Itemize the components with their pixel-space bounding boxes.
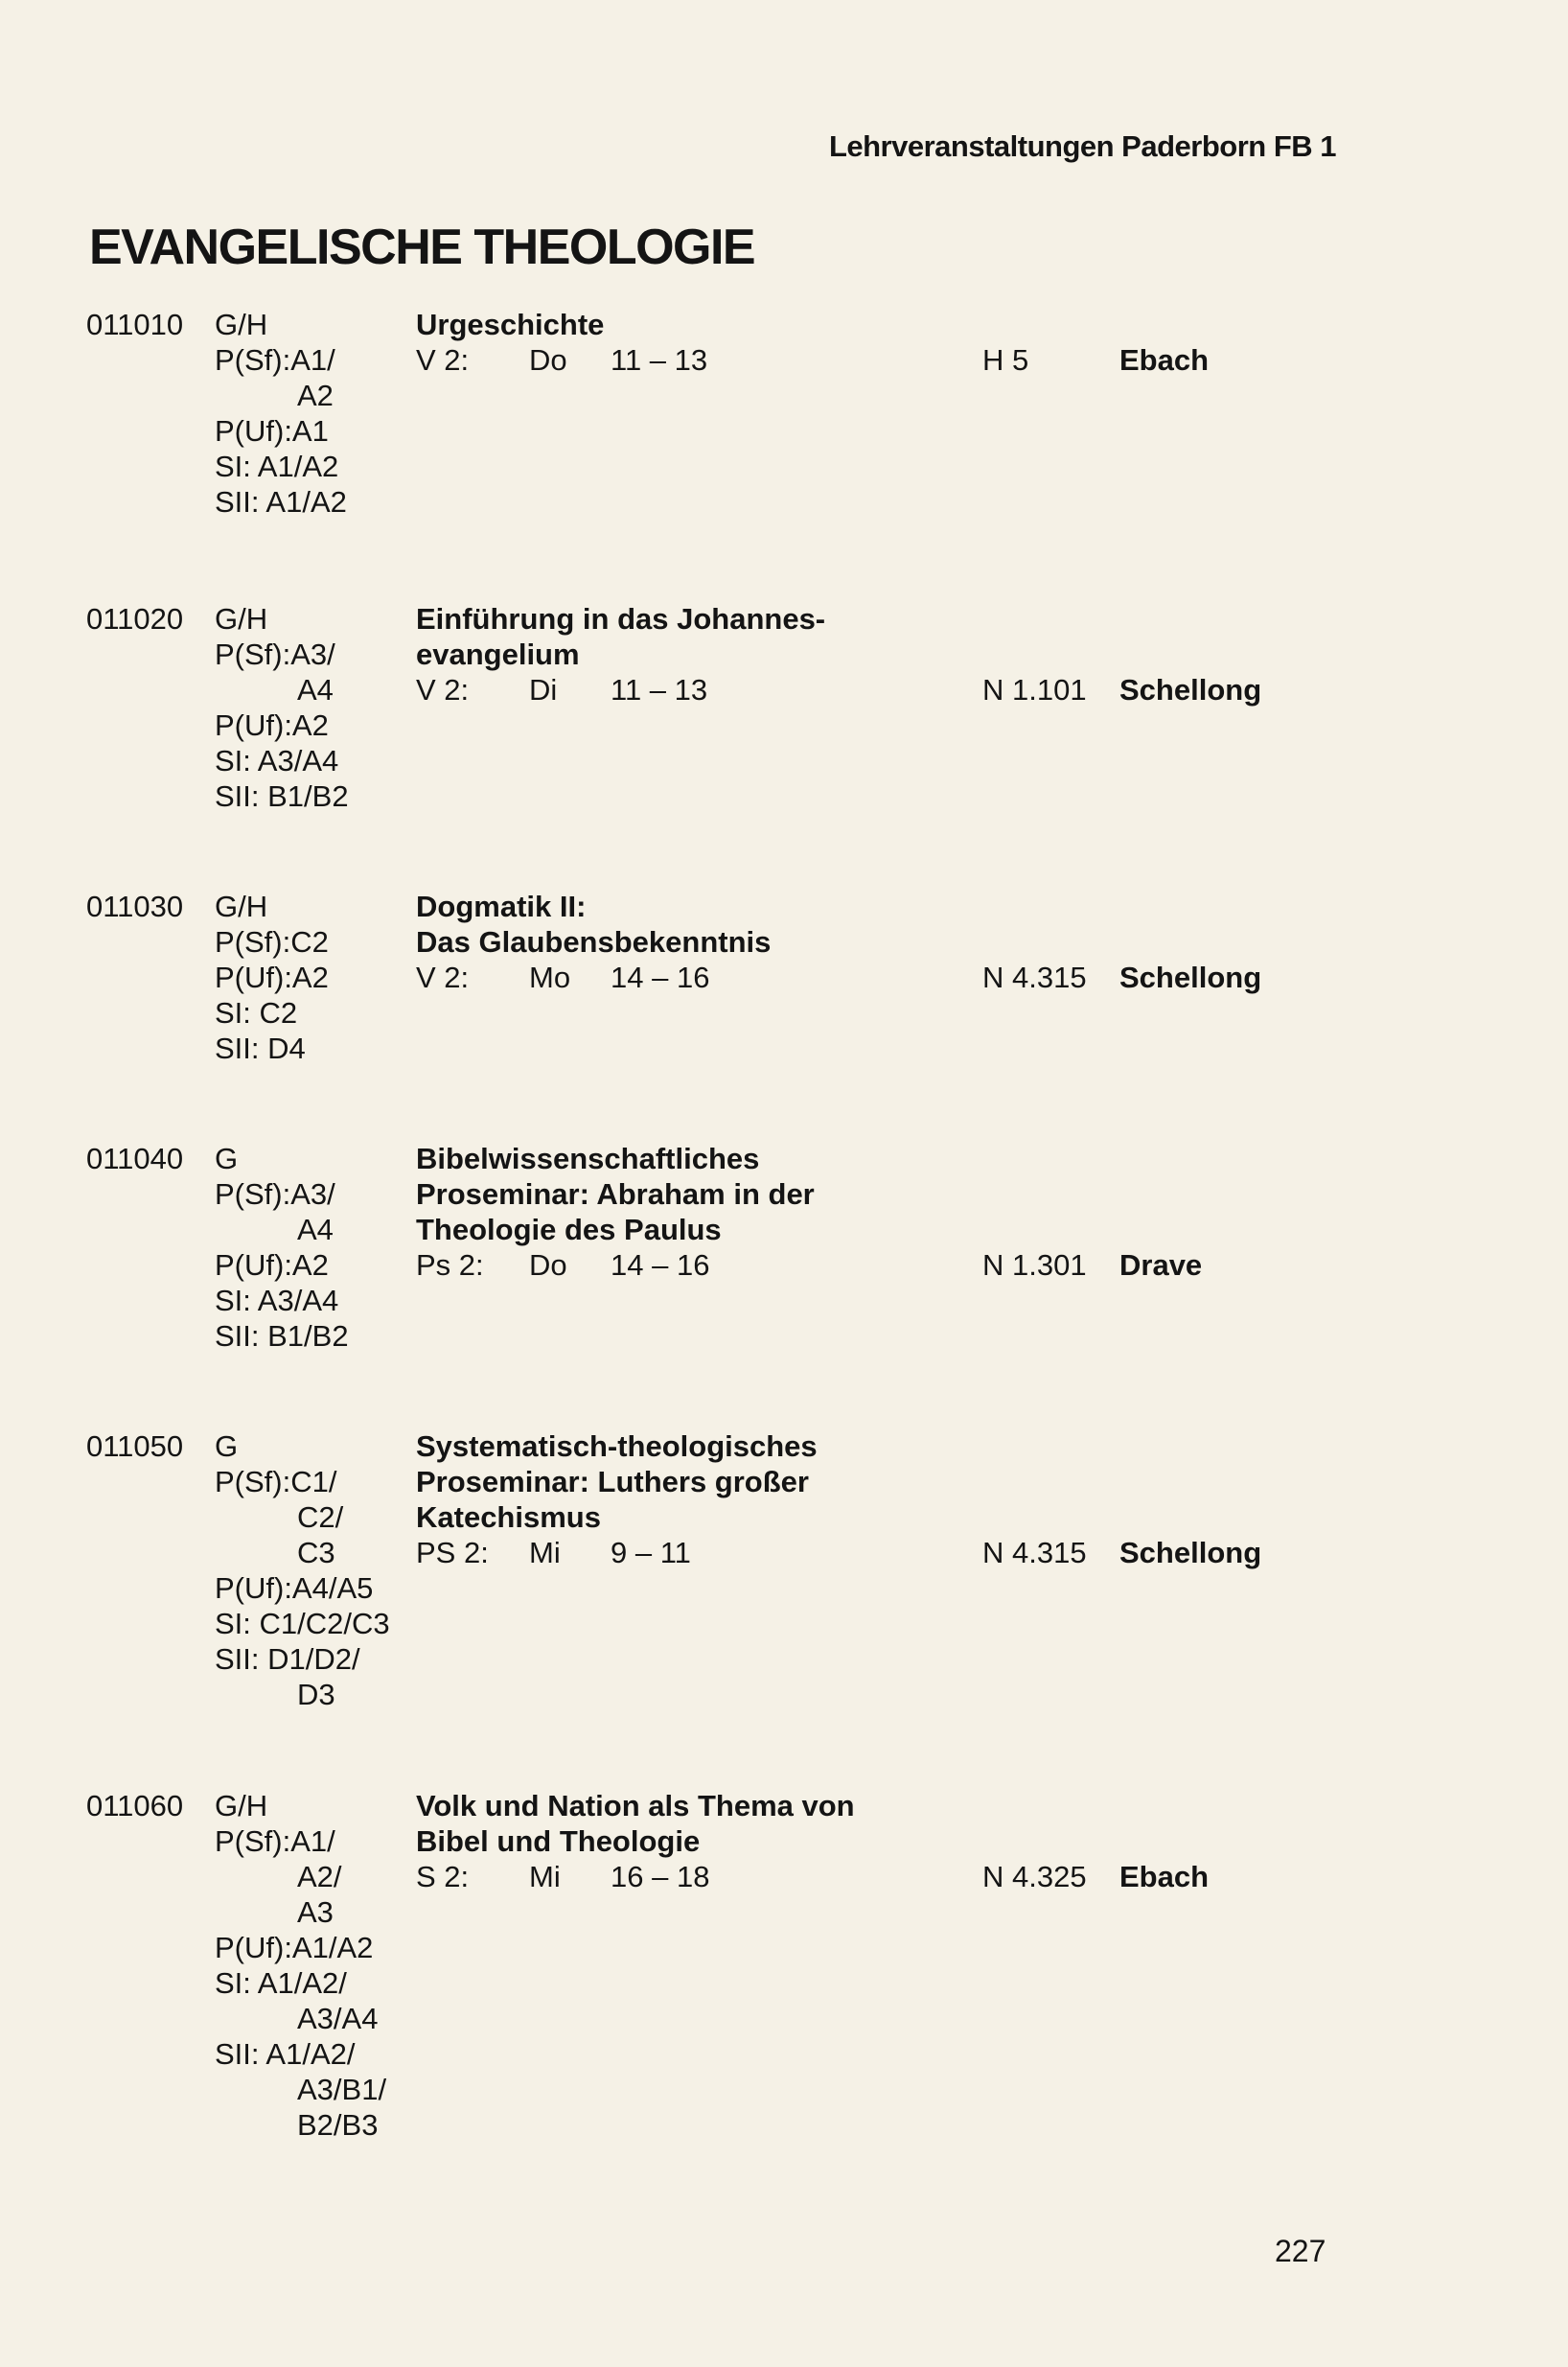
course-code: A3 <box>297 1895 334 1929</box>
schedule-day: Mi <box>529 1860 561 1893</box>
course-code: P(Sf):C1/ <box>215 1465 337 1498</box>
course-type: G/H <box>215 1789 268 1822</box>
schedule-kind: PS 2: <box>416 1536 489 1569</box>
course-number: 011030 <box>86 890 184 923</box>
lecturer: Drave <box>1119 1248 1203 1282</box>
schedule-time: 9 – 11 <box>611 1536 691 1569</box>
schedule-kind: Ps 2: <box>416 1248 484 1282</box>
course-number: 011020 <box>86 602 184 636</box>
course-code: P(Sf):C2 <box>215 925 329 959</box>
course-title: Katechismus <box>416 1500 601 1534</box>
course-title: Dogmatik II: <box>416 890 587 923</box>
course-code: P(Uf):A1 <box>215 414 329 448</box>
course-code: SI: A1/A2/ <box>215 1966 347 2000</box>
course-code: B2/B3 <box>297 2108 379 2142</box>
course-title: Systematisch-theologisches <box>416 1429 818 1463</box>
course-code: A3/A4 <box>297 2002 379 2035</box>
lecturer: Ebach <box>1119 1860 1210 1893</box>
course-title: Bibel und Theologie <box>416 1824 701 1858</box>
course-code: P(Uf):A2 <box>215 961 329 994</box>
course-code: P(Sf):A1/ <box>215 1824 335 1858</box>
schedule-kind: V 2: <box>416 961 470 994</box>
course-number: 011010 <box>86 308 184 341</box>
course-code: SII: D4 <box>215 1032 306 1065</box>
room: H 5 <box>982 343 1029 377</box>
schedule-time: 11 – 13 <box>611 673 708 707</box>
course-title: Einführung in das Johannes- <box>416 602 826 636</box>
course-code: SI: A3/A4 <box>215 744 339 777</box>
course-title: Das Glaubensbekenntnis <box>416 925 772 959</box>
schedule-day: Di <box>529 673 558 707</box>
running-head: Lehrveranstaltungen Paderborn FB 1 <box>828 129 1336 163</box>
schedule-kind: V 2: <box>416 673 470 707</box>
section-title: EVANGELISCHE THEOLOGIE <box>89 220 755 275</box>
room: N 4.315 <box>982 961 1087 994</box>
room: N 1.301 <box>982 1248 1087 1282</box>
course-code: P(Uf):A1/A2 <box>215 1931 374 1964</box>
lecturer: Ebach <box>1119 343 1210 377</box>
course-title: Urgeschichte <box>416 308 605 341</box>
course-title: Proseminar: Luthers großer <box>416 1465 809 1498</box>
lecturer: Schellong <box>1119 1536 1262 1569</box>
page-number: 227 <box>1275 2234 1326 2268</box>
course-title: Proseminar: Abraham in der <box>416 1177 815 1211</box>
course-title: Bibelwissenschaftliches <box>416 1142 760 1175</box>
schedule-kind: V 2: <box>416 343 470 377</box>
schedule-day: Do <box>529 343 567 377</box>
course-code: A4 <box>297 673 334 707</box>
room: N 4.325 <box>982 1860 1087 1893</box>
course-code: P(Sf):A3/ <box>215 1177 335 1211</box>
lecturer: Schellong <box>1119 673 1262 707</box>
course-code: SI: A3/A4 <box>215 1284 339 1317</box>
course-code: SII: B1/B2 <box>215 1319 349 1353</box>
course-type: G/H <box>215 308 268 341</box>
course-code: P(Uf):A2 <box>215 708 329 742</box>
course-code: SI: A1/A2 <box>215 450 339 483</box>
schedule-time: 14 – 16 <box>611 1248 710 1282</box>
course-code: P(Sf):A1/ <box>215 343 335 377</box>
room: N 1.101 <box>982 673 1087 707</box>
schedule-day: Mo <box>529 961 571 994</box>
room: N 4.315 <box>982 1536 1087 1569</box>
course-code: P(Uf):A2 <box>215 1248 329 1282</box>
course-type: G/H <box>215 890 268 923</box>
course-type: G <box>215 1429 239 1463</box>
schedule-time: 11 – 13 <box>611 343 708 377</box>
course-number: 011060 <box>86 1789 184 1822</box>
schedule-time: 16 – 18 <box>611 1860 710 1893</box>
course-title: Theologie des Paulus <box>416 1213 722 1246</box>
schedule-day: Do <box>529 1248 567 1282</box>
course-code: P(Sf):A3/ <box>215 638 335 671</box>
course-code: C2/ <box>297 1500 344 1534</box>
course-code: SII: B1/B2 <box>215 779 349 813</box>
schedule-kind: S 2: <box>416 1860 470 1893</box>
schedule-time: 14 – 16 <box>611 961 710 994</box>
course-code: A2 <box>297 379 334 412</box>
course-code: A4 <box>297 1213 334 1246</box>
course-code: SI: C1/C2/C3 <box>215 1607 390 1640</box>
course-title: Volk und Nation als Thema von <box>416 1789 855 1822</box>
course-number: 011050 <box>86 1429 184 1463</box>
course-number: 011040 <box>86 1142 184 1175</box>
lecturer: Schellong <box>1119 961 1262 994</box>
course-code: A3/B1/ <box>297 2073 387 2106</box>
course-code: SII: A1/A2/ <box>215 2037 356 2071</box>
course-title: evangelium <box>416 638 580 671</box>
course-type: G <box>215 1142 239 1175</box>
course-code: D3 <box>297 1678 335 1711</box>
course-code: P(Uf):A4/A5 <box>215 1571 374 1605</box>
schedule-day: Mi <box>529 1536 561 1569</box>
course-code: C3 <box>297 1536 335 1569</box>
course-type: G/H <box>215 602 268 636</box>
course-code: SII: A1/A2 <box>215 485 347 519</box>
course-code: SII: D1/D2/ <box>215 1642 360 1676</box>
course-code: SI: C2 <box>215 996 298 1030</box>
course-code: A2/ <box>297 1860 342 1893</box>
